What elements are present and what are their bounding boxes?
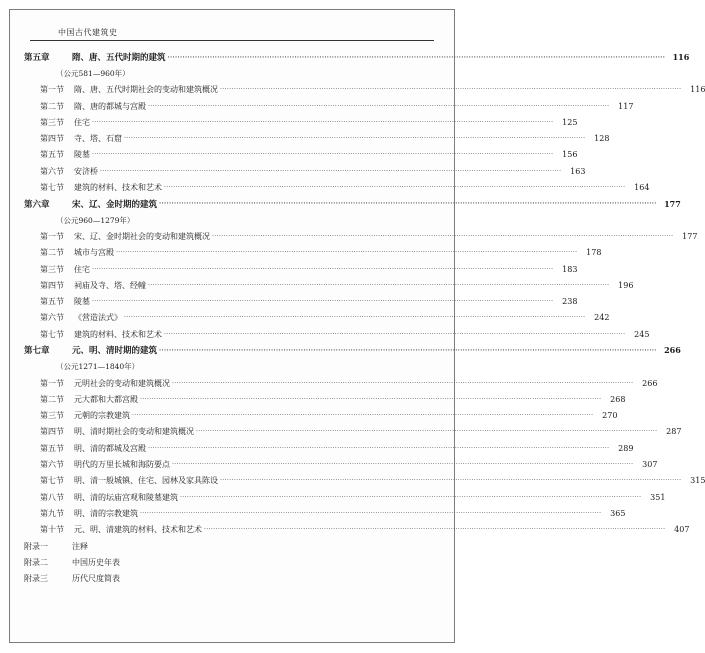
appendix-title: 历代尺度简表 xyxy=(72,574,120,584)
section-number: 第三节 xyxy=(40,264,64,274)
dot-leader: ········································································································································································································ xyxy=(172,461,634,469)
toc-section-entry[interactable] xyxy=(24,228,698,244)
dot-leader: ········································································································································································································ xyxy=(220,477,682,485)
dot-leader: ········································································································································································································ xyxy=(140,395,602,403)
toc-section-entry[interactable] xyxy=(24,440,634,456)
toc-section-entry[interactable] xyxy=(24,522,690,538)
appendix-number: 附录一 xyxy=(24,541,48,551)
toc-appendix-entry[interactable] xyxy=(24,571,444,587)
section-title: 明代的万里长城和海防要点 xyxy=(74,460,170,470)
section-number: 第五节 xyxy=(40,297,64,307)
section-title: 城市与宫殿 xyxy=(74,248,114,258)
toc-section-entry[interactable] xyxy=(24,179,650,195)
appendix-title: 注释 xyxy=(72,541,88,551)
section-title: 安济桥 xyxy=(74,166,98,176)
page-number: 266 xyxy=(642,378,658,388)
section-title: 明、清的宗教建筑 xyxy=(74,508,138,518)
dot-leader: ········································································································································································································ xyxy=(220,86,682,94)
page-number: 351 xyxy=(650,492,666,502)
chapter-title: 元、明、清时期的建筑 xyxy=(72,346,158,357)
dot-leader: ········································································································································································································ xyxy=(164,184,626,192)
section-number: 第四节 xyxy=(40,427,64,437)
toc-section-entry[interactable] xyxy=(24,424,682,440)
section-number: 第三节 xyxy=(40,117,64,127)
dot-leader: ········································································································································································································ xyxy=(196,428,658,436)
page-number: 242 xyxy=(594,313,610,323)
page-number: 177 xyxy=(682,231,698,241)
section-title: 元、明、清建筑的材料、技术和艺术 xyxy=(74,525,202,535)
section-number: 第六节 xyxy=(40,460,64,470)
page-number: 177 xyxy=(664,198,681,209)
page-number: 307 xyxy=(642,460,658,470)
section-title: 宋、辽、金时期社会的变动和建筑概况 xyxy=(74,231,210,241)
page-number: 315 xyxy=(690,476,705,486)
toc-section-entry[interactable] xyxy=(24,375,658,391)
dot-leader: ········································································································································································································ xyxy=(92,151,554,159)
toc-section-entry[interactable] xyxy=(24,391,626,407)
header-rule xyxy=(30,40,434,41)
section-title: 明、清时期社会的变动和建筑概况 xyxy=(74,427,194,437)
section-title: 《营造法式》 xyxy=(74,313,122,323)
section-title: 明、清的都城及宫殿 xyxy=(74,443,146,453)
section-title: 隋、唐、五代时期社会的变动和建筑概况 xyxy=(74,85,218,95)
section-number: 第一节 xyxy=(40,378,64,388)
dot-leader: ········································································································································································································ xyxy=(100,167,562,175)
dot-leader: ········································································································································································································ xyxy=(180,493,642,501)
toc-section-entry[interactable] xyxy=(24,473,705,489)
dot-leader: ········································································································································································································ xyxy=(132,412,594,420)
page-number: 245 xyxy=(634,329,650,339)
dot-leader: ········································································································································································································ xyxy=(164,330,626,338)
chapter-period: （公元1271—1840年） xyxy=(56,362,140,372)
section-title: 元大都和大都宫殿 xyxy=(74,394,138,404)
page-number: 183 xyxy=(562,264,578,274)
page-number: 407 xyxy=(674,525,690,535)
section-number: 第七节 xyxy=(40,183,64,193)
chapter-period: （公元960—1279年） xyxy=(56,215,135,225)
toc-section-entry[interactable] xyxy=(24,408,618,424)
section-title: 寺、塔、石窟 xyxy=(74,134,122,144)
toc-section-entry[interactable] xyxy=(24,147,578,163)
section-number: 第三节 xyxy=(40,411,64,421)
page-number: 163 xyxy=(570,166,586,176)
section-title: 元明社会的变动和建筑概况 xyxy=(74,378,170,388)
section-number: 第七节 xyxy=(40,476,64,486)
dot-leader: ········································································································································································································ xyxy=(172,379,634,387)
toc-section-entry[interactable] xyxy=(24,245,602,261)
chapter-title: 宋、辽、金时期的建筑 xyxy=(72,199,158,210)
dot-leader: ········································································································································································································ xyxy=(212,232,674,240)
page-number: 164 xyxy=(634,183,650,193)
chapter-number: 第七章 xyxy=(24,346,50,357)
page-number: 268 xyxy=(610,394,626,404)
section-title: 住宅 xyxy=(74,117,90,127)
toc-appendix-entry[interactable] xyxy=(24,554,444,570)
section-title: 建筑的材料、技术和艺术 xyxy=(74,183,162,193)
toc-section-entry[interactable] xyxy=(24,326,650,342)
toc-section-entry[interactable] xyxy=(24,130,610,146)
page-number: 116 xyxy=(672,52,690,63)
page-number: 289 xyxy=(618,443,634,453)
chapter-number: 第六章 xyxy=(24,199,50,210)
page-number: 156 xyxy=(562,150,578,160)
appendix-title: 中国历史年表 xyxy=(72,557,120,567)
section-title: 隋、唐的都城与宫殿 xyxy=(74,101,146,111)
section-number: 第八节 xyxy=(40,492,64,502)
toc-section-entry[interactable] xyxy=(24,98,634,114)
dot-leader: ········································································································································································································ xyxy=(159,346,657,354)
toc-section-entry[interactable] xyxy=(24,114,578,130)
dot-leader: ········································································································································································································ xyxy=(140,509,602,517)
appendix-number: 附录二 xyxy=(24,557,48,567)
toc-chapter-entry[interactable] xyxy=(24,196,681,212)
page-number: 365 xyxy=(610,508,626,518)
section-title: 住宅 xyxy=(74,264,90,274)
section-number: 第二节 xyxy=(40,394,64,404)
toc-chapter-entry[interactable] xyxy=(24,342,681,358)
page-number: 128 xyxy=(594,134,610,144)
toc-appendix-entry[interactable] xyxy=(24,538,444,554)
appendix-number: 附录三 xyxy=(24,574,48,584)
toc-section-entry[interactable] xyxy=(24,163,586,179)
toc-section-entry[interactable] xyxy=(24,261,578,277)
dot-leader: ········································································································································································································ xyxy=(92,265,554,273)
section-number: 第五节 xyxy=(40,150,64,160)
dot-leader: ········································································································································································································ xyxy=(148,102,610,110)
section-title: 元朝的宗教建筑 xyxy=(74,411,130,421)
section-number: 第十节 xyxy=(40,525,64,535)
page-number: 238 xyxy=(562,297,578,307)
section-title: 明、清的坛庙宫观和陵墓建筑 xyxy=(74,492,178,502)
toc-section-entry[interactable] xyxy=(24,505,626,521)
table-of-contents xyxy=(24,49,705,587)
page-number: 125 xyxy=(562,117,578,127)
dot-leader: ········································································································································································································ xyxy=(92,298,554,306)
chapter-title: 隋、唐、五代时期的建筑 xyxy=(72,53,166,64)
chapter-number: 第五章 xyxy=(24,53,50,64)
section-title: 祠庙及寺、塔、经幢 xyxy=(74,280,146,290)
dot-leader: ········································································································································································································ xyxy=(167,53,666,61)
dot-leader: ········································································································································································································ xyxy=(148,281,610,289)
dot-leader: ········································································································································································································ xyxy=(124,135,586,143)
page-number: 270 xyxy=(602,411,618,421)
section-title: 陵墓 xyxy=(74,297,90,307)
dot-leader: ········································································································································································································ xyxy=(148,444,610,452)
section-number: 第六节 xyxy=(40,166,64,176)
section-number: 第九节 xyxy=(40,508,64,518)
page-number: 116 xyxy=(690,85,705,95)
dot-leader: ········································································································································································································ xyxy=(159,200,657,208)
section-title: 陵墓 xyxy=(74,150,90,160)
section-number: 第五节 xyxy=(40,443,64,453)
section-title: 明、清一般城镇、住宅、园林及家具陈设 xyxy=(74,476,218,486)
toc-section-entry[interactable] xyxy=(24,277,634,293)
running-header: 中国古代建筑史 xyxy=(58,28,118,37)
book-page xyxy=(9,9,705,643)
section-number: 第二节 xyxy=(40,248,64,258)
toc-section-entry[interactable] xyxy=(24,310,610,326)
page-number: 266 xyxy=(664,345,681,356)
dot-leader: ········································································································································································································ xyxy=(116,249,578,257)
page-number: 117 xyxy=(618,101,634,111)
section-number: 第四节 xyxy=(40,280,64,290)
toc-section-entry[interactable] xyxy=(24,293,578,309)
section-number: 第一节 xyxy=(40,85,64,95)
toc-chapter-entry[interactable] xyxy=(24,49,690,65)
dot-leader: ········································································································································································································ xyxy=(124,314,586,322)
section-title: 建筑的材料、技术和艺术 xyxy=(74,329,162,339)
toc-section-entry[interactable] xyxy=(24,489,666,505)
toc-section-entry[interactable] xyxy=(24,82,705,98)
page-number: 196 xyxy=(618,280,634,290)
section-number: 第二节 xyxy=(40,101,64,111)
toc-section-entry[interactable] xyxy=(24,456,658,472)
section-number: 第四节 xyxy=(40,134,64,144)
section-number: 第一节 xyxy=(40,231,64,241)
page-number: 287 xyxy=(666,427,682,437)
dot-leader: ········································································································································································································ xyxy=(204,526,666,534)
dot-leader: ········································································································································································································ xyxy=(92,118,554,126)
chapter-period: （公元581—960年） xyxy=(56,68,130,78)
page-number: 178 xyxy=(586,248,602,258)
section-number: 第六节 xyxy=(40,313,64,323)
section-number: 第七节 xyxy=(40,329,64,339)
